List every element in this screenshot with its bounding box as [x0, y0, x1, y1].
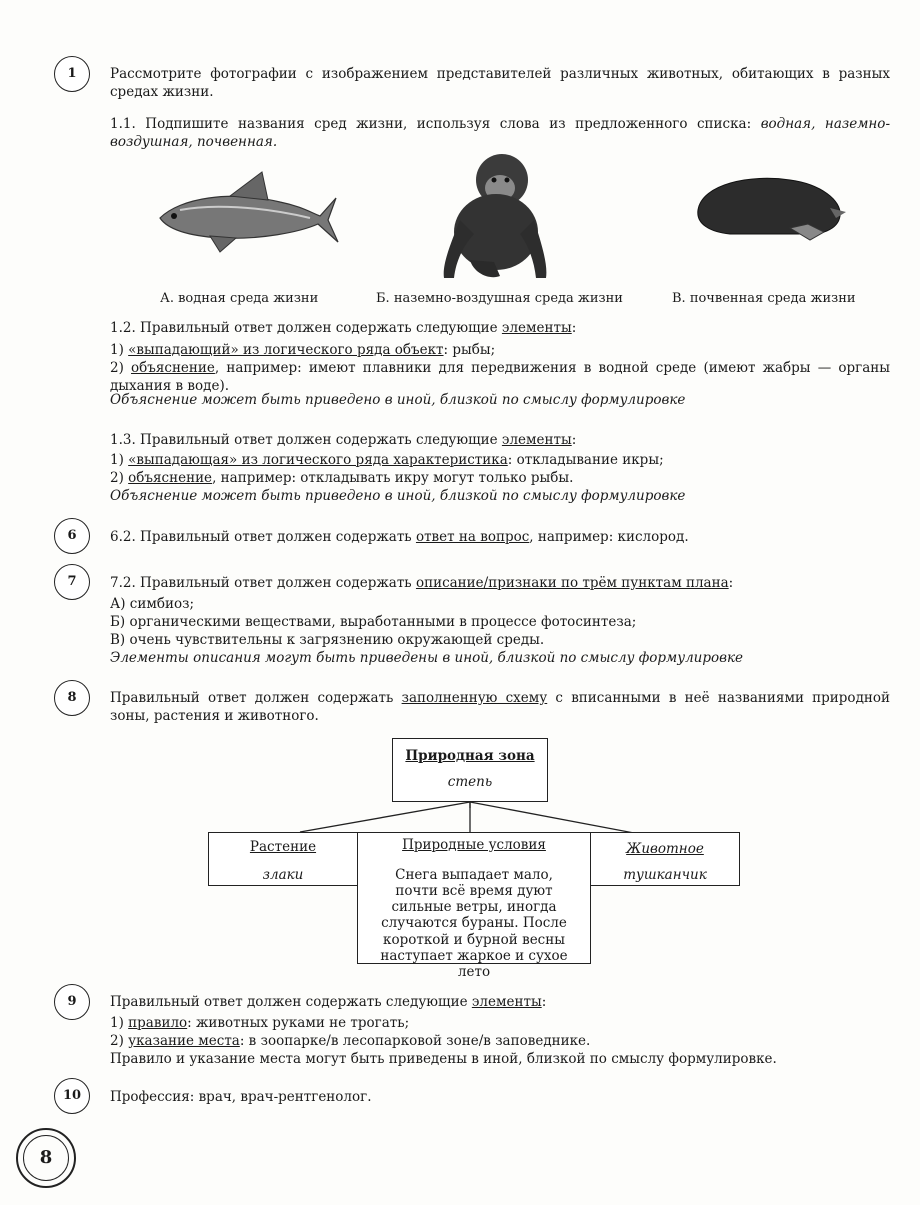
task1-intro: Рассмотрите фотографии с изображением представителей различных животных, обитающих в разных средах жизни.: [110, 66, 890, 100]
plant-title: Растение: [249, 839, 317, 855]
caption-ground-air: Б. наземно-воздушная среда жизни: [376, 291, 623, 306]
task7-line-a: А) симбиоз;: [110, 596, 195, 612]
q1-2-line1: 1) «выпадающий» из логического ряда объект: рыбы;: [110, 342, 496, 358]
task9-line1: 1) правило: животных руками не трогать;: [110, 1015, 410, 1031]
scheme-plant-box: [208, 832, 358, 886]
caption-soil: В. почвенная среда жизни: [672, 291, 856, 306]
task6-text: 6.2. Правильный ответ должен содержать ответ на вопрос, например: кислород.: [110, 529, 689, 545]
page-number: 8: [23, 1135, 69, 1181]
task9-lead: Правильный ответ должен содержать следующие элементы:: [110, 994, 547, 1010]
task7-line-b: Б) органическими веществами, выработанными в процессе фотосинтеза;: [110, 614, 637, 630]
task-number-7: 7: [54, 564, 90, 600]
fish-image: [150, 160, 340, 255]
conditions-text: Снега выпадает мало, почти всё время дуют сильные ветры, иногда случаются бураны. После короткой и бурной весны наступает жаркое и сухое лето: [380, 866, 568, 980]
scheme-conditions-box: [357, 832, 591, 980]
page-number-badge: [16, 1128, 76, 1188]
task-number-6: 6: [54, 518, 90, 554]
q1-3-line1: 1) «выпадающая» из логического ряда характеристика: откладывание икры;: [110, 452, 664, 468]
zone-value: степь: [447, 773, 493, 790]
task-number-8: 8: [54, 680, 90, 716]
zone-title: Природная зона: [405, 748, 535, 764]
scheme-zone-box: [392, 738, 548, 802]
task9-note: Правило и указание места могут быть приведены в иной, близкой по смыслу формулировке.: [110, 1051, 777, 1067]
caption-water: А. водная среда жизни: [160, 291, 319, 306]
task7-note: Элементы описания могут быть приведены в иной, близкой по смыслу формулировке: [110, 650, 744, 666]
task-number-9: 9: [54, 984, 90, 1020]
q1-2-line2: 2) объяснение, например: имеют плавники для передвижения в водной среде (имеют жабры — органы дыхания в воде).: [110, 360, 890, 394]
plant-value: злаки: [262, 866, 304, 883]
chimpanzee-image: [430, 150, 560, 285]
q1-1-list: водная, наземно-воздушная, почвенная.: [110, 116, 890, 150]
task7-line-c: В) очень чувствительны к загрязнению окружающей среды.: [110, 632, 545, 648]
task7-lead: 7.2. Правильный ответ должен содержать описание/признаки по трём пунктам плана:: [110, 575, 734, 591]
task1-q1-1: [110, 116, 890, 152]
q1-3-line2: 2) объяснение, например: откладывать икру могут только рыбы.: [110, 470, 574, 486]
q1-2-lead: 1.2. Правильный ответ должен содержать следующие элементы:: [110, 320, 577, 336]
animal-value: тушканчик: [623, 866, 707, 883]
animal-title: Животное: [626, 841, 704, 857]
scheme-animal-box: [590, 832, 740, 886]
task10-text: Профессия: врач, врач-рентгенолог.: [110, 1089, 372, 1105]
q1-3-lead: 1.3. Правильный ответ должен содержать следующие элементы:: [110, 432, 577, 448]
task-number-10: 10: [54, 1078, 90, 1114]
task9-line2: 2) указание места: в зоопарке/в лесопарковой зоне/в заповеднике.: [110, 1033, 591, 1049]
mole-image: [690, 170, 850, 245]
q1-2-note: Объяснение может быть приведено в иной, близкой по смыслу формулировке: [110, 392, 686, 408]
q1-3-note: Объяснение может быть приведено в иной, близкой по смыслу формулировке: [110, 488, 686, 504]
conditions-title: Природные условия: [402, 837, 546, 853]
q1-1-text: 1.1. Подпишите названия сред жизни, используя слова из предложенного списка:: [110, 116, 761, 132]
task8-text: Правильный ответ должен содержать заполненную схему с вписанными в неё названиями природной зоны, растения и животного.: [110, 690, 890, 724]
task-number-1: 1: [54, 56, 90, 92]
